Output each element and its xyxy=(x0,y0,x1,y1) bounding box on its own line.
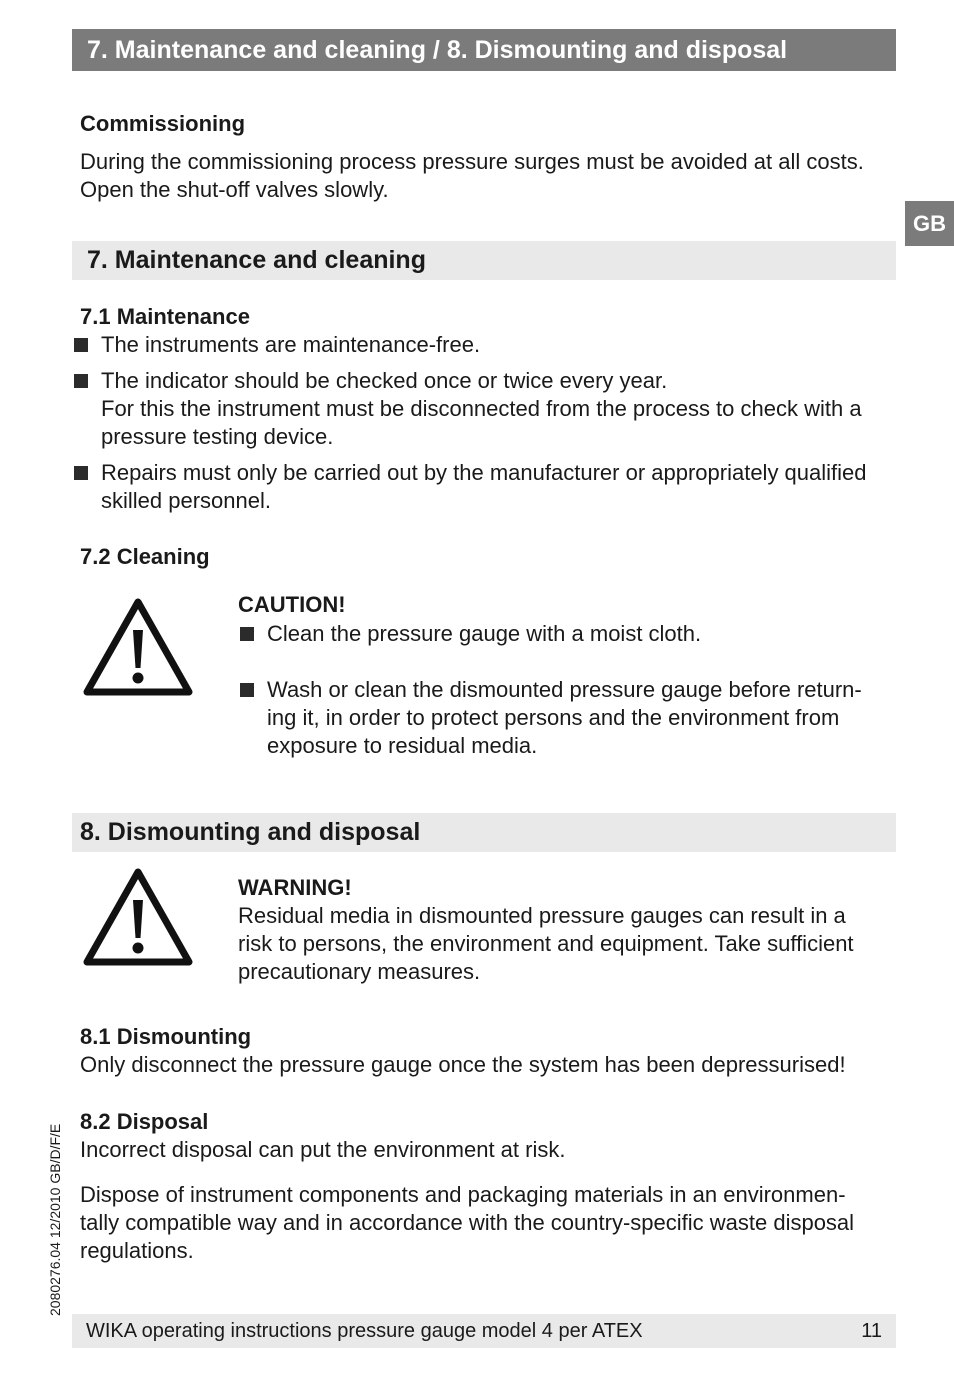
warning-line: Residual media in dismounted pressure gauges can result in a xyxy=(238,903,846,928)
cleaning-bullet-1 xyxy=(240,620,890,648)
page-header xyxy=(72,29,896,71)
page-header-title: 7. Maintenance and cleaning / 8. Dismounting and disposal xyxy=(87,36,788,64)
disposal-heading: 8.2 Disposal xyxy=(80,1109,209,1134)
section-8-title-bar xyxy=(72,813,896,852)
footer-text: WIKA operating instructions pressure gauge model 4 per ATEX xyxy=(86,1320,643,1342)
section-7-title: 7. Maintenance and cleaning xyxy=(87,246,426,274)
commissioning-line: Open the shut-off valves slowly. xyxy=(80,177,389,202)
commissioning-line: During the commissioning process pressure surges must be avoided at all costs. xyxy=(80,149,864,174)
commissioning-heading: Commissioning xyxy=(80,111,246,136)
dismounting-text: Only disconnect the pressure gauge once the system has been depressurised! xyxy=(80,1052,846,1077)
disposal-line: regulations. xyxy=(80,1238,194,1263)
commissioning-text xyxy=(80,148,900,204)
warning-label: WARNING! xyxy=(238,875,352,900)
caution-label: CAUTION! xyxy=(238,592,346,617)
bullet-square-icon xyxy=(240,683,254,697)
maintenance-bullet-2 xyxy=(74,367,894,451)
bullet-square-icon xyxy=(74,374,88,388)
disposal-line: Dispose of instrument components and packaging materials in an environmen- xyxy=(80,1182,846,1207)
language-tab: GB xyxy=(905,201,954,246)
warning-line: precautionary measures. xyxy=(238,959,481,984)
bullet-line: The indicator should be checked once or twice every year. xyxy=(101,368,668,393)
warning-text xyxy=(238,902,898,986)
bullet-line: Repairs must only be carried out by the manufacturer or appropriately qualified xyxy=(101,460,867,485)
bullet-line: ing it, in order to protect persons and the environment from xyxy=(267,705,840,730)
warning-line: risk to persons, the environment and equipment. Take sufficient xyxy=(238,931,854,956)
bullet-line: The instruments are maintenance-free. xyxy=(101,332,481,357)
bullet-square-icon xyxy=(74,466,88,480)
maintenance-bullet-3 xyxy=(74,459,894,515)
bullet-square-icon xyxy=(74,338,88,352)
disposal-line: tally compatible way and in accordance with the country-specific waste disposal xyxy=(80,1210,855,1235)
bullet-line: Wash or clean the dismounted pressure gauge before return- xyxy=(267,677,862,702)
warning-triangle-icon xyxy=(83,868,193,966)
maintenance-heading: 7.1 Maintenance xyxy=(80,304,250,329)
cleaning-bullet-2 xyxy=(240,676,890,760)
bullet-line: pressure testing device. xyxy=(101,424,334,449)
dismounting-heading: 8.1 Dismounting xyxy=(80,1024,252,1049)
disposal-text-2 xyxy=(80,1181,900,1265)
maintenance-bullet-1 xyxy=(74,331,894,359)
bullet-square-icon xyxy=(240,627,254,641)
page-footer xyxy=(72,1314,896,1348)
bullet-line: Clean the pressure gauge with a moist cloth. xyxy=(267,621,702,646)
page-number: 11 xyxy=(861,1320,882,1342)
document-code: 2080276.04 12/2010 GB/D/F/E xyxy=(47,1123,63,1316)
section-8-title: 8. Dismounting and disposal xyxy=(80,818,421,846)
bullet-line: exposure to residual media. xyxy=(267,733,538,758)
warning-triangle-icon xyxy=(83,598,193,696)
disposal-text-1: Incorrect disposal can put the environment at risk. xyxy=(80,1137,566,1162)
bullet-line: skilled personnel. xyxy=(101,488,271,513)
section-7-title-bar xyxy=(72,241,896,280)
bullet-line: For this the instrument must be disconnected from the process to check with a xyxy=(101,396,862,421)
cleaning-heading: 7.2 Cleaning xyxy=(80,544,210,569)
